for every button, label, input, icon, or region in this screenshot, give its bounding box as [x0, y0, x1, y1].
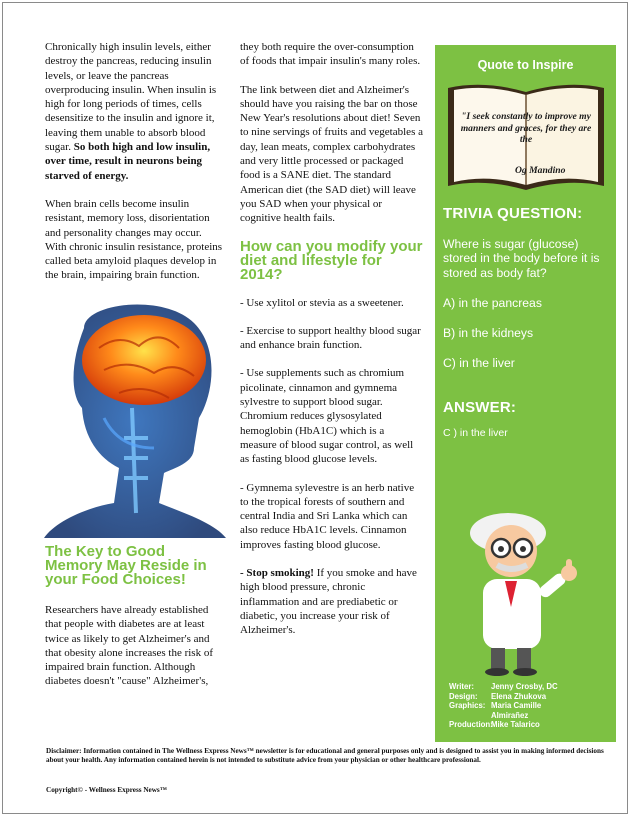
paragraph-brain-cells: When brain cells become insulin resistant, memory loss, disorientation and personality changes may occur. With chronic insulin resistance, proteins called beta amyloid plaques develop in the brain, impairing brain function. — [45, 197, 223, 282]
trivia-heading: TRIVIA QUESTION: — [443, 205, 583, 222]
doctor-cartoon-icon — [453, 503, 603, 678]
answer-text: C ) in the liver — [443, 427, 508, 439]
column-1 — [45, 40, 223, 297]
column-2 — [240, 40, 423, 652]
brain-illustration — [44, 298, 226, 538]
quote-author: Og Mandino — [515, 165, 566, 176]
trivia-question: Where is sugar (glucose) stored in the body before it is stored as body fat? — [443, 237, 600, 280]
paragraph-consumption: they both require the over-consumption of foods that impair insulin's many roles. — [240, 41, 421, 68]
key-memory-heading: The Key to Good Memory May Reside in your Food Choices! — [45, 543, 207, 588]
copyright-text: Copyright© - Wellness Express News™ — [46, 786, 167, 794]
quote-title: Quote to Inspire — [477, 58, 574, 72]
credit-row: Writer: Jenny Crosby, DC — [449, 682, 558, 691]
tip-exercise: - Exercise to support healthy blood sugar and enhance brain function. — [240, 324, 421, 352]
option-a: A) in the pancreas — [443, 296, 542, 310]
credits — [449, 682, 561, 730]
column-1-bottom — [45, 603, 223, 703]
sidebar — [435, 45, 616, 742]
credit-row: Graphics: Maria Camille Almirañez — [449, 701, 542, 720]
paragraph-research: Researchers have already established that people with diabetes are at least twice as likely to get Alzheimer's and that obesity alone increases the risk of impaired brain function. Although diabetes doesn't "cause" Alzheimer's, — [45, 604, 214, 688]
option-b: B) in the kidneys — [443, 326, 534, 340]
credit-row: Design: Elena Zhukova — [449, 691, 547, 701]
paragraph-diet-link: The link between diet and Alzheimer's should have you raising the bar on those New Year's resolutions about diet! Seven to nine servings of fruits and vegetables a day, lean meats, complex carbohydrates and very little processed or packaged food is a SANE diet. The standard American diet (the SAD diet) will leave you SAD when your physical or cognitive health fails. — [240, 83, 423, 225]
bold-statement: So both high and low insulin, over time, result in neurons being starved of energy. — [45, 141, 211, 182]
modify-diet-heading: How can you modify your diet and lifestyle for 2014? — [240, 237, 423, 283]
tip-gymnema: - Gymnema sylevestre is an herb native to the tropical forests of southern and central India and Sri Lanka which can also reduce HbA1C levels. Cinnamon improves fasting blood glucose. — [240, 481, 415, 551]
tip-xylitol: - Use xylitol or stevia as a sweetener. — [240, 296, 404, 309]
quote-text: "I seek constantly to improve my manners and graces, for they are the — [460, 111, 592, 146]
option-c: C) in the liver — [443, 356, 515, 370]
paragraph-insulin: Chronically high insulin levels, either destroy the pancreas, reducing insulin levels, or leave the pancreas overproducing insulin. When insulin is high for long periods of times, cells desensitize to the insulin and ignore it, leaving them unable to absorb blood sugar. So both high and low insulin, over time, result in neurons being starved of energy. — [45, 41, 217, 182]
answer-heading: ANSWER: — [443, 399, 517, 416]
tip-supplements: - Use supplements such as chromium picolinate, cinnamon and gymnema sylvestre to support blood sugar. Chromium reduces glysosylated hemoglobin (HbA1C) which is a measure of blood sugar control, as well as fasting blood glucose levels. — [240, 367, 414, 466]
credit-row: Production: Mike Talarico — [449, 720, 540, 730]
tip-smoking: - Stop smoking! If you smoke and have high blood pressure, chronic inflammation and are prediabetic or diabetic, you increase your risk of Alzheimer's. — [240, 567, 417, 637]
disclaimer-text: Disclaimer: Information contained in The Wellness Express News™ newsletter is for educational and general purposes only and is designed to assist you in making informed decisions about your health. Any information contained herein is not intended to substitute advice from your physician or other healthcare professional. — [46, 747, 604, 765]
